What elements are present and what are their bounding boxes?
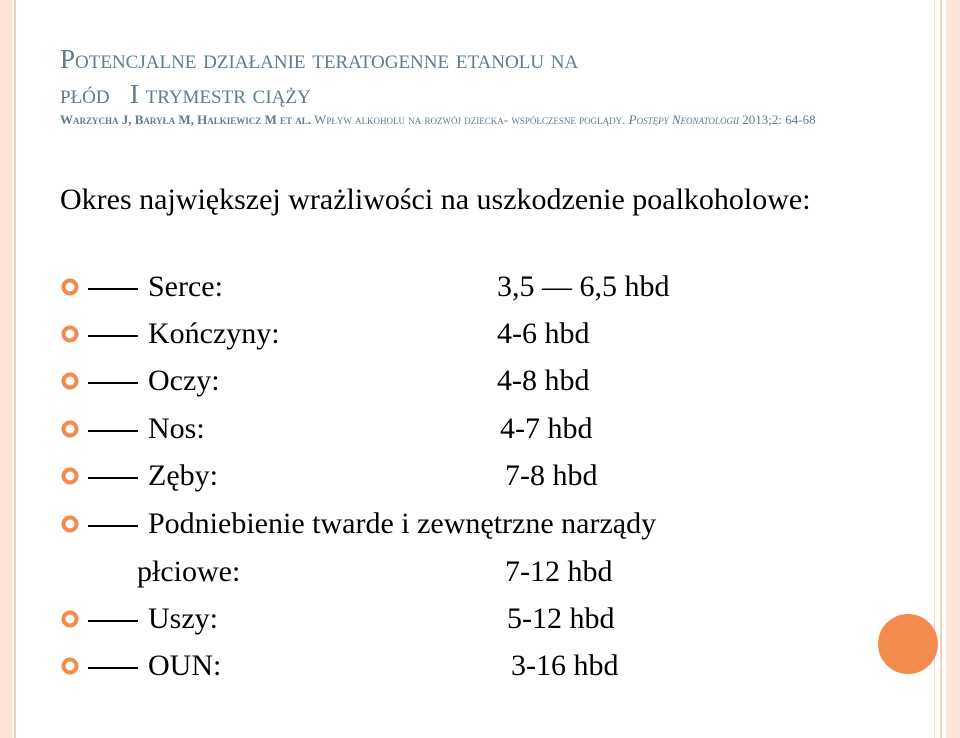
item-label: Uszy: bbox=[148, 602, 218, 635]
item-label: Kończyny: bbox=[148, 317, 280, 350]
orange-ring-bullet-icon bbox=[60, 466, 80, 486]
list-item bbox=[60, 405, 920, 453]
right-decorative-stripe bbox=[946, 0, 960, 738]
title-line-2: płód I trymestr ciąży bbox=[60, 79, 311, 109]
orange-ring-bullet-icon bbox=[60, 419, 80, 439]
orange-ring-bullet-icon bbox=[60, 277, 80, 297]
orange-ring-bullet-icon bbox=[60, 514, 80, 534]
item-value: 4-8 hbd bbox=[497, 364, 590, 397]
right-decorative-line bbox=[940, 0, 942, 738]
orange-ring-bullet-icon bbox=[60, 609, 80, 629]
list-item bbox=[60, 595, 920, 643]
dash bbox=[88, 430, 138, 432]
list-item bbox=[60, 642, 920, 690]
citation-details: 2013;2: 64-68 bbox=[739, 112, 816, 127]
item-value: 4-7 hbd bbox=[500, 412, 593, 445]
citation-article: Wpływ alkoholu na rozwój dziecka- współczesne poglądy. bbox=[311, 112, 626, 127]
item-value: 7-8 hbd bbox=[505, 459, 598, 492]
orange-circle-decoration bbox=[878, 614, 938, 674]
list-item bbox=[60, 263, 920, 311]
dash bbox=[88, 382, 138, 384]
item-label: Podniebienie twarde i zewnętrzne narządy bbox=[148, 507, 657, 540]
citation-journal: Postępy Neonatologii bbox=[625, 112, 740, 127]
left-decorative-stripe bbox=[0, 0, 12, 738]
dash bbox=[88, 620, 138, 622]
left-decorative-line bbox=[14, 0, 16, 738]
item-label: Serce: bbox=[148, 270, 223, 303]
list-item bbox=[60, 357, 920, 405]
dash bbox=[88, 288, 138, 290]
item-value: 4-6 hbd bbox=[497, 317, 590, 350]
citation bbox=[60, 110, 900, 130]
item-value: 7-12 hbd bbox=[505, 555, 613, 588]
dash bbox=[88, 477, 138, 479]
slide-title bbox=[60, 42, 890, 112]
orange-ring-bullet-icon bbox=[60, 656, 80, 676]
item-label-continuation: płciowe: bbox=[137, 555, 241, 588]
orange-ring-bullet-icon bbox=[60, 324, 80, 344]
item-value: 3-16 hbd bbox=[511, 649, 619, 682]
item-label: OUN: bbox=[148, 649, 222, 682]
list-item bbox=[60, 500, 920, 548]
dash bbox=[88, 335, 138, 337]
item-value: 3,5 — 6,5 hbd bbox=[497, 270, 670, 303]
list-item bbox=[60, 452, 920, 500]
dash bbox=[88, 667, 138, 669]
right-decorative-thin-line bbox=[934, 0, 935, 738]
item-label: Nos: bbox=[148, 412, 205, 445]
list-item bbox=[60, 310, 920, 358]
orange-ring-bullet-icon bbox=[60, 371, 80, 391]
dash bbox=[88, 525, 138, 527]
item-value: 5-12 hbd bbox=[507, 602, 615, 635]
item-label: Oczy: bbox=[148, 364, 220, 397]
item-label: Zęby: bbox=[148, 459, 218, 492]
intro-text: Okres największej wrażliwości na uszkodzenie poalkoholowe: bbox=[60, 183, 811, 216]
title-line-1: Potencjalne działanie teratogenne etanolu na bbox=[60, 44, 579, 74]
citation-authors: Warzycha J, Baryła M, Halkiewicz M et al. bbox=[60, 112, 312, 127]
